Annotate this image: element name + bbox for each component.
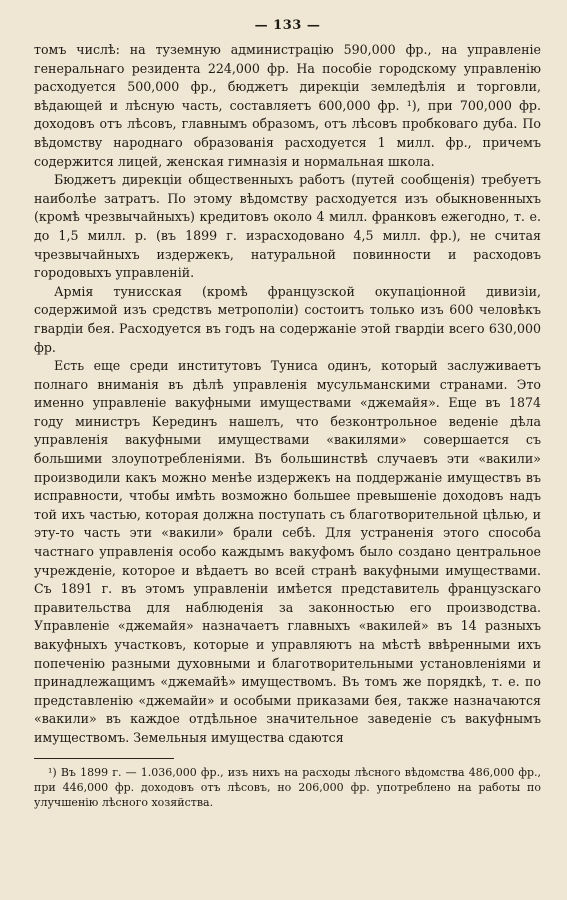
paragraph-4: Есть еще среди институтовъ Туниса одинъ, который заслуживаетъ полнаго вниманія въ дѣлѣ управленія мусульманскими странами. Это именно управленіе вакуфными имуществами «джемайя». Еще въ 1874 году министръ Керединъ нашелъ, что безконтрольное веденіе дѣла управленія вакуфными имуществами «вакилями» совершается съ большими злоупотребленіями. Въ большинствѣ случаевъ эти «вакили» производили какъ можно менѣе издержекъ на поддержаніе имуществъ въ исправности, чтобы имѣть возможно большее превышеніе доходовъ надъ той ихъ частью, которая должна поступать съ благотворительной цѣлью, и эту-то часть эти «вакили» брали себѣ. Для устраненія этого способа частнаго управленія особо каждымъ вакуфомъ было создано центральное учрежденіе, которое и вѣдаетъ во всей странѣ вакуфными имуществами. Съ 1891 г. въ этомъ управленіи имѣется представитель французскаго правительства для наблюденія за законностью его производства. Управленіе «джемайя» назначаетъ главныхъ «вакилей» въ 14 разныхъ вакуфныхъ участковъ, которые и управляютъ на мѣстѣ ввѣренными ихъ попеченію разными духовными и благотворительными установленіями и принадлежащимъ «джемайѣ» имуществомъ. Въ томъ же порядкѣ, т. е. по представленію «джемайи» и особыми приказами бея, также назначаются «вакили» въ каждое отдѣльное значительное заведеніе съ вакуфнымъ имуществомъ. Земельныя имущества сдаются — [34, 358, 541, 745]
footnote-divider — [34, 758, 174, 759]
paragraph-3: Армія тунисская (кромѣ французской окупаціонной дивизіи, содержимой изъ средствъ метрополіи) состоитъ только изъ 600 человѣкъ гвардіи бея. Расходуется въ годъ на содержаніе этой гвардіи всего 630,000 фр. — [34, 283, 541, 355]
main-text — [34, 41, 541, 748]
paragraph-2: Бюджетъ дирекціи общественныхъ работъ (путей сообщенія) требуетъ наиболѣе затратъ. По этому вѣдомству расходуется изъ обыкновенныхъ (кромѣ чрезвычайныхъ) кредитовъ около 4 милл. франковъ ежегодно, т. е. до 1,5 милл. р. (въ 1899 г. израсходовано 4,5 милл. фр.), не считая чрезвычайныхъ издержекъ, натуральной повинности и расходовъ городовыхъ управленій. — [34, 172, 541, 281]
footnote-text: ¹) Въ 1899 г. — 1.036,000 фр., изъ нихъ на расходы лѣсного вѣдомства 486,000 фр., при 446,000 фр. доходовъ отъ лѣсовъ, но 206,000 фр. употреблено на работы по улучшенію лѣсного хозяйства. — [34, 765, 541, 809]
footnote — [34, 765, 541, 810]
page-number: — 133 — — [254, 18, 321, 33]
paragraph-1: томъ числѣ: на туземную администрацію 590,000 фр., на управленіе генеральнаго резидента 224,000 фр. На пособіе городскому управленію расходуется 500,000 фр., бюджетъ дирекціи земледѣлія и торговли, вѣдающей и лѣсную часть, составляетъ 600,000 фр. ¹), при 700,000 фр. доходовъ отъ лѣсовъ, главнымъ образомъ, отъ лѣсовъ пробковаго дуба. По вѣдомству народнаго образованія расходуется 1 милл. фр., причемъ содержится лицей, женская гимназія и нормальная школа. — [34, 42, 541, 169]
